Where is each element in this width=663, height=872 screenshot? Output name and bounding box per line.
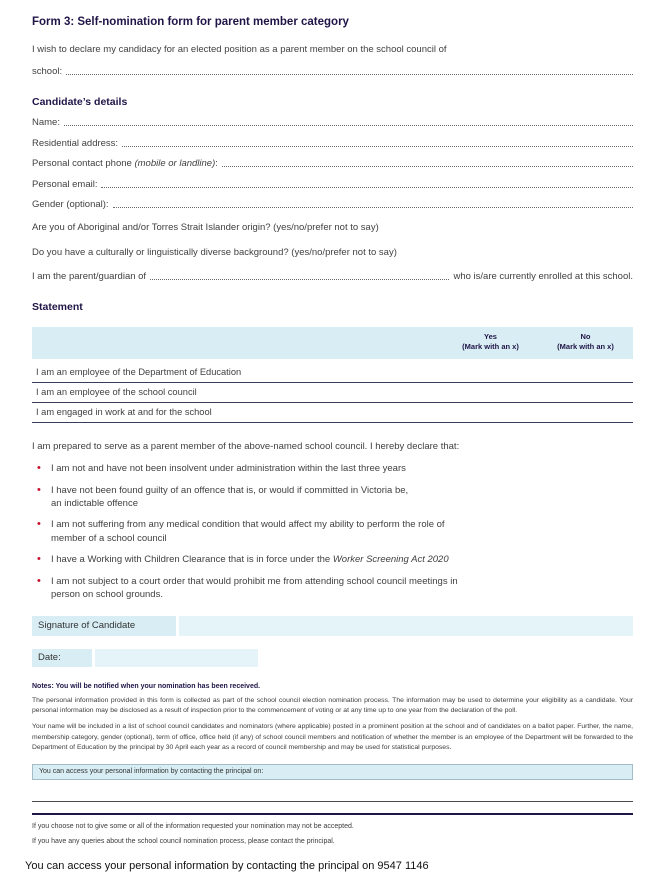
statement-table-body: [32, 363, 633, 423]
no-mark-cell[interactable]: [538, 403, 633, 422]
no-mark-cell[interactable]: [538, 383, 633, 402]
date-label: Date:: [32, 649, 92, 667]
parent-guardian-suffix: who is/are currently enrolled at this school.: [453, 270, 633, 282]
email-field[interactable]: [101, 187, 633, 188]
footer-note-acceptance: If you choose not to give some or all of the information requested your nomination may not be accepted.: [32, 822, 354, 830]
statement-row-department-employee: [32, 363, 633, 383]
question-aboriginal-origin: Are you of Aboriginal and/or Torres Strait Islander origin? (yes/no/prefer not to say): [32, 222, 379, 234]
signature-row: [32, 616, 633, 636]
no-column-title: No: [580, 331, 591, 341]
bottom-annotation: You can access your personal information by contacting the principal on 9547 1146: [25, 859, 429, 872]
phone-field[interactable]: [222, 166, 633, 167]
parent-guardian-prefix: I am the parent/guardian of: [32, 270, 147, 282]
parent-guardian-field[interactable]: [150, 279, 449, 280]
footer-note-queries: If you have any queries about the school council nomination process, please contact the principal.: [32, 837, 335, 845]
heading-statement: Statement: [32, 300, 83, 313]
statement-row-label: I am engaged in work at and for the school: [36, 407, 212, 418]
gender-field[interactable]: [113, 207, 633, 208]
field-line-residential-address: [32, 138, 633, 149]
access-info-bar: You can access your personal information by contacting the principal on:: [32, 764, 633, 780]
field-line-gender: [32, 199, 633, 210]
school-line: [32, 66, 633, 77]
residential-address-label: Residential address:: [32, 137, 119, 149]
phone-label-italic: (mobile or landline): [134, 158, 216, 170]
no-column-subtitle: (Mark with an x): [557, 342, 614, 352]
email-label: Personal email:: [32, 178, 98, 190]
signature-label: Signature of Candidate: [32, 616, 176, 636]
yes-column-subtitle: (Mark with an x): [462, 342, 519, 352]
school-label: school:: [32, 65, 63, 77]
no-column-header: [538, 332, 633, 353]
yes-mark-cell[interactable]: [443, 383, 538, 402]
declaration-bullet-offence: • I have not been found guilty of an offence that is, or would if committed in Victoria be, an indictable offence: [32, 484, 633, 510]
notes-paragraph-privacy: The personal information provided in this form is collected as part of the school council election nomination process. The information may be used to determine your eligibility as a candidate. Your personal information may be disclosed as a result of inspection prior to the commencement of voting or at any time up to one year from the declaration of the poll.: [32, 696, 633, 715]
heading-candidate-details: Candidate’s details: [32, 95, 128, 108]
residential-address-field[interactable]: [122, 146, 633, 147]
signature-field[interactable]: [179, 616, 633, 636]
phone-label: Personal contact phone (mobile or landline):: [32, 158, 218, 170]
parent-guardian-line: [32, 271, 633, 282]
form-title: Form 3: Self-nomination form for parent member category: [32, 16, 349, 28]
field-line-phone: [32, 158, 633, 169]
school-field[interactable]: [66, 74, 633, 75]
declaration-bullet-medical: • I am not suffering from any medical condition that would affect my ability to perform the role of member of a school council: [32, 518, 633, 544]
date-field[interactable]: [95, 649, 258, 667]
statement-row-label: I am an employee of the school council: [36, 387, 197, 398]
statement-row-engaged-in-work: [32, 403, 633, 423]
yes-column-title: Yes: [484, 331, 497, 341]
statement-table-header: [32, 327, 633, 359]
declaration-bullet-wwcc: • I have a Working with Children Clearance that is in force under the Worker Screening Act 2020: [32, 553, 633, 566]
yes-mark-cell[interactable]: [443, 363, 538, 382]
statement-row-label: I am an employee of the Department of Education: [36, 367, 242, 378]
date-row: [32, 649, 258, 667]
gender-label: Gender (optional):: [32, 199, 109, 211]
field-line-name: [32, 117, 633, 128]
statement-row-council-employee: [32, 383, 633, 403]
principal-contact-write-line[interactable]: [32, 801, 633, 802]
no-mark-cell[interactable]: [538, 363, 633, 382]
question-diverse-background: Do you have a culturally or linguistically diverse background? (yes/no/prefer not to say): [32, 247, 397, 259]
field-line-email: [32, 179, 633, 190]
notes-heading: Notes: You will be notified when your nomination has been received.: [32, 682, 261, 690]
declaration-intro: I am prepared to serve as a parent member of the above-named school council. I hereby declare that:: [32, 440, 460, 452]
yes-mark-cell[interactable]: [443, 403, 538, 422]
yes-column-header: [443, 332, 538, 353]
declaration-line: I wish to declare my candidacy for an elected position as a parent member on the school council of: [32, 44, 447, 55]
name-label: Name:: [32, 117, 60, 129]
notes-paragraph-publication: Your name will be included in a list of school council candidates and nominators (where applicable) posted in a prominent position at the school and of candidates on a ballot paper. Further, the name, membership category, gender (optional), term of office, office held (if any) of school council members and notification of whether the member is an employee of the Department will be forwarded to the Department of Education by the principal by 30 April each year as a record of council membership and may be used for statistical purposes.: [32, 723, 633, 751]
declaration-bullet-list: [32, 462, 633, 601]
declaration-bullet-insolvent: • I am not and have not been insolvent under administration within the last three years: [32, 462, 633, 475]
declaration-bullet-court-order: • I am not subject to a court order that would prohibit me from attending school council meetings in person on school grounds.: [32, 575, 633, 601]
statement-header-spacer: [32, 332, 443, 353]
name-field[interactable]: [64, 125, 633, 126]
act-name-italic: Worker Screening Act 2020: [332, 554, 449, 566]
section-divider-line: [32, 813, 633, 815]
